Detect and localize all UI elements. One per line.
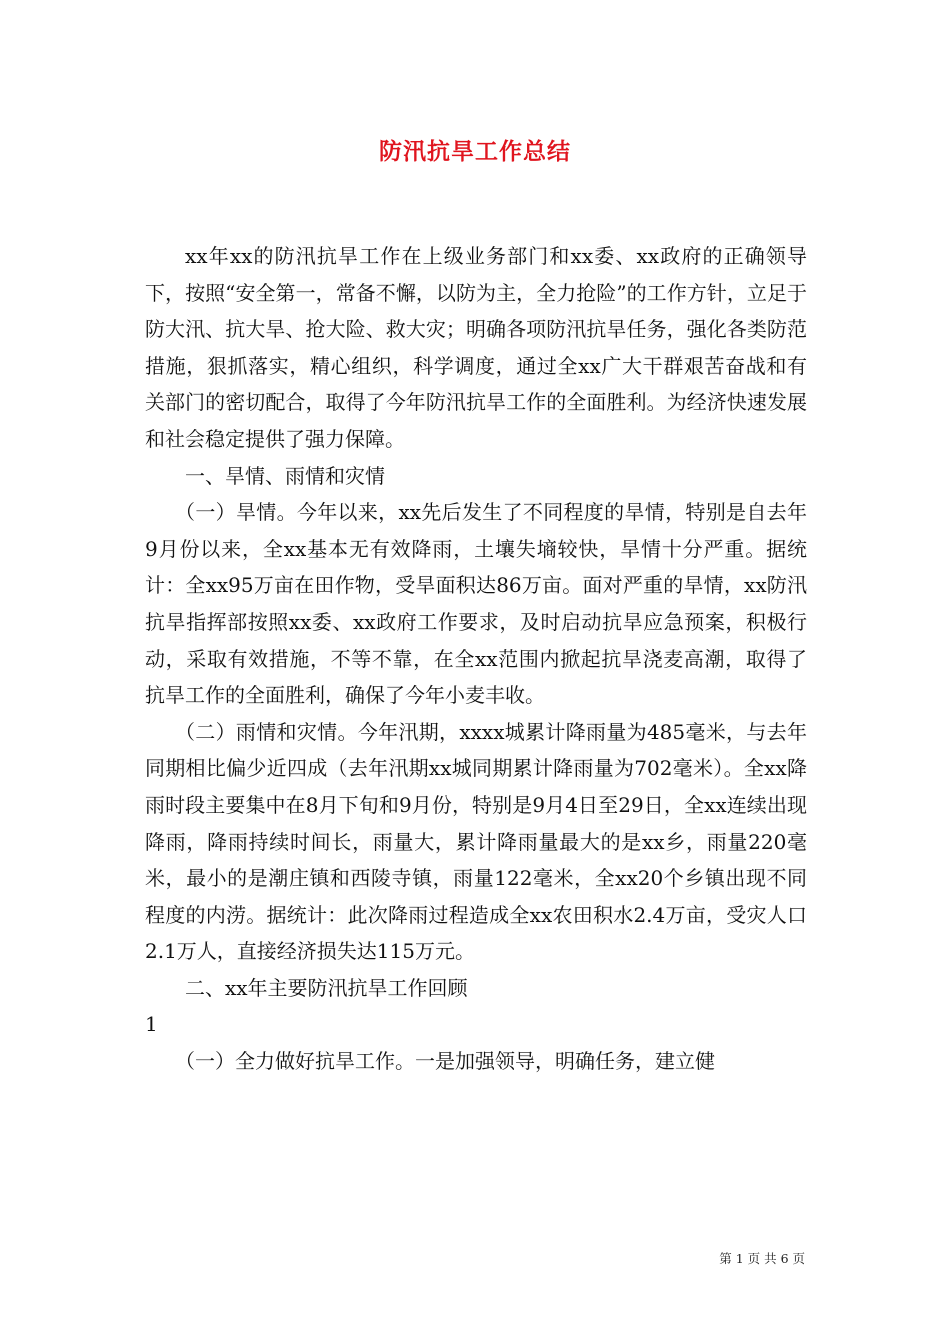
drought-paragraph: （一）旱情。今年以来，xx先后发生了不同程度的旱情，特别是自去年9月份以来，全xx基本无有效降雨，土壤失墒较快，旱情十分严重。据统计：全xx95万亩在田作物，受旱面积达86万亩。面对严重的旱情，xx防汛抗旱指挥部按照xx委、xx政府工作要求，及时启动抗旱应急预案，积极行动，采取有效措施，不等不靠，在全xx范围内掀起抗旱浇麦高潮，取得了抗旱工作的全面胜利，确保了今年小麦丰收。 [145,500,807,708]
page-marker: 1 [145,1012,158,1037]
page-number-footer: 第 1 页 共 6 页 [719,1251,805,1266]
document-title: 防汛抗旱工作总结 [379,139,571,165]
drought-work-paragraph: （一）全力做好抗旱工作。一是加强领导，明确任务，建立健 [175,1049,715,1074]
intro-paragraph: xx年xx的防汛抗旱工作在上级业务部门和xx委、xx政府的正确领导下，按照“安全第一，常备不懈，以防为主，全力抢险”的工作方针，立足于防大汛、抗大旱、抢大险、救大灾；明确各项防汛抗旱任务，强化各类防范措施，狠抓落实，精心组织，科学调度，通过全xx广大干群艰苦奋战和有关部门的密切配合，取得了今年防汛抗旱工作的全面胜利。为经济快速发展和社会稳定提供了强力保障。 [145,244,807,451]
section-heading-1: 一、旱情、雨情和灾情 [185,463,385,488]
section-heading-2: 二、xx年主要防汛抗旱工作回顾 [185,975,468,1000]
document-body [145,238,807,1080]
rainfall-paragraph: （二）雨情和灾情。今年汛期，xxxx城累计降雨量为485毫米，与去年同期相比偏少近四成（去年汛期xx城同期累计降雨量为702毫米）。全xx降雨时段主要集中在8月下旬和9月份，特别是9月4日至29日，全xx连续出现降雨，降雨持续时间长，雨量大，累计降雨量最大的是xx乡，雨量220毫米，最小的是潮庄镇和西陵寺镇，雨量122毫米，全xx20个乡镇出现不同程度的内涝。据统计：此次降雨过程造成全xx农田积水2.4万亩，受灾人口2.1万人，直接经济损失达115万元。 [145,719,807,964]
